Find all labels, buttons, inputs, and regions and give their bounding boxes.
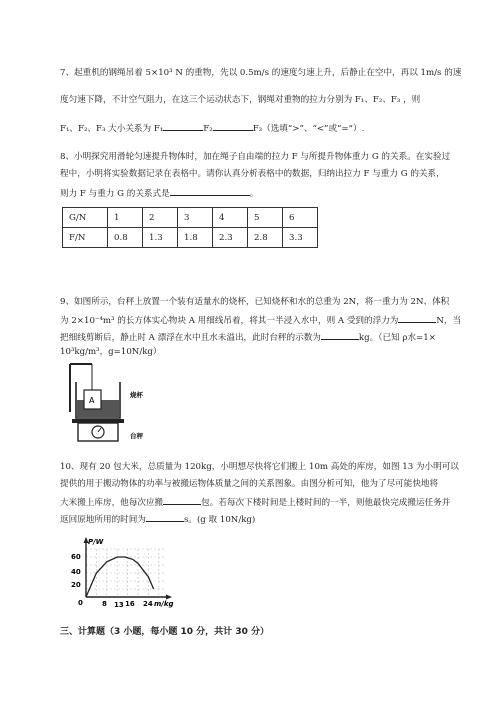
table-cell: 2.3 bbox=[213, 228, 248, 248]
table-cell: 0.8 bbox=[108, 228, 143, 248]
q7-f2-label: F₂ bbox=[203, 124, 213, 134]
table-cell: 2 bbox=[143, 208, 178, 228]
table-cell: 1.3 bbox=[143, 228, 178, 248]
q9-line4: 10³kg/m³，g=10N/kg） bbox=[60, 347, 162, 357]
q8-line3 bbox=[60, 186, 258, 200]
table-cell: 1.8 bbox=[178, 228, 213, 248]
q7-f3-label: F₃（选填“>”、“<”或“=”）. bbox=[252, 124, 365, 134]
table-cell: 1 bbox=[108, 208, 143, 228]
table-cell: 5 bbox=[248, 208, 283, 228]
q10-line4 bbox=[60, 512, 255, 526]
q8-data-table bbox=[62, 207, 318, 248]
x-axis-label: m/kg bbox=[154, 600, 174, 608]
q8-relation-label: 则力 F 与重力 G 的关系式是 bbox=[60, 189, 170, 199]
y-tick-label: 20 bbox=[71, 581, 81, 589]
x-tick-label: 24 bbox=[143, 600, 153, 608]
q9-line3 bbox=[60, 330, 436, 344]
q9-blank-2[interactable] bbox=[321, 330, 359, 340]
table-cell: 2.8 bbox=[248, 228, 283, 248]
y-axis-label: P/W bbox=[88, 538, 104, 546]
table-cell: 3 bbox=[178, 208, 213, 228]
x-tick-label: 16 bbox=[125, 600, 135, 608]
label-beaker: 烧杯 bbox=[130, 391, 143, 399]
label-scale: 台秤 bbox=[130, 432, 143, 440]
q9-line3-text: 把细线剪断后，静止时 A 漂浮在水中且水未溢出，此时台秤的示数为 bbox=[60, 333, 321, 343]
q10-line3-mid: 包。若每次下楼时间是上楼时间的一半，则他最快完成搬运任务并 bbox=[201, 498, 451, 508]
q10-line4-end: s。(g 取 10N/kg) bbox=[183, 515, 256, 525]
section3-heading: 三、计算题（3 小题，每小题 10 分，共计 30 分） bbox=[60, 627, 269, 637]
q10-line3-text: 大米搬上库房，他每次应搬 bbox=[60, 498, 164, 508]
q9-figure bbox=[60, 360, 180, 445]
q7-blank-2[interactable] bbox=[213, 121, 253, 131]
y-tick-label: 60 bbox=[71, 553, 81, 561]
block-a-label: A bbox=[89, 396, 95, 405]
table-cell: 3.3 bbox=[283, 228, 318, 248]
q7-line2: 度匀速下降，不计空气阻力，在这三个运动状态下，钢绳对重物的拉力分别为 F₁、F₂、F₃ ，则 bbox=[60, 95, 421, 105]
q7-relation-label: F₁、F₂、F₃ 大小关系为 F₁ bbox=[60, 124, 164, 134]
q9-line2 bbox=[60, 313, 461, 327]
q8-line3-end: 。 bbox=[249, 189, 259, 199]
table-row bbox=[63, 208, 318, 228]
y-tick-label: 40 bbox=[71, 568, 81, 576]
origin-label: 0 bbox=[78, 599, 83, 607]
x-axis-arrow bbox=[166, 595, 172, 600]
table-header-g: G/N bbox=[63, 208, 108, 228]
table-header-f: F/N bbox=[63, 228, 108, 248]
q7-blank-1[interactable] bbox=[163, 121, 203, 131]
q10-line4-text: 返回原地所用的时间为 bbox=[60, 515, 146, 525]
q10-line1: 10、现有 20 包大米，总质量为 120kg，小明想尽快将它们搬上 10m 高处的库房，如图 13 为小明可以 bbox=[60, 462, 459, 472]
q8-line2: 程中，小明将实验数据记录在表格中。请你认真分析表格中的数据，归纳出拉力 F 与重力 G 的关系， bbox=[60, 169, 445, 179]
q8-blank[interactable] bbox=[170, 186, 250, 196]
q9-blank-1[interactable] bbox=[398, 313, 436, 323]
q10-line3 bbox=[60, 495, 450, 509]
q9-line1: 9、如图所示，台秤上放置一个装有适量水的烧杯，已知烧杯和水的总重为 2N，将一重力为 2N、体积 bbox=[60, 297, 450, 307]
table-cell: 4 bbox=[213, 208, 248, 228]
table-cell: 6 bbox=[283, 208, 318, 228]
x-tick-label: 8 bbox=[102, 600, 107, 608]
figure-number: 13 bbox=[114, 601, 124, 609]
q7-line1: 7、起重机的钢绳吊着 5×10³ N 的重物，先以 0.5m/s 的速度匀速上升，后静止在空中，再以 1m/s 的速 bbox=[60, 68, 462, 78]
q9-line3-end: kg。（已知 ρ水=1× bbox=[358, 333, 436, 343]
q9-line2-end: N，当 bbox=[436, 316, 462, 326]
q8-line1: 8、小明探究用滑轮匀速提升物体时，加在绳子自由端的拉力 F 与所提升物体重力 G 的关系。在实验过 bbox=[60, 152, 451, 162]
q9-line2-text: 为 2×10⁻⁴m³ 的长方体实心物块 A 用细线吊着，将其一半浸入水中，则 A 受到的浮力为 bbox=[60, 316, 399, 326]
q10-line2: 提供的用于搬动物体的功率与被搬运物体质量之间的关系图象。由图分析可知，他为了尽可能快地将 bbox=[60, 479, 439, 489]
q10-power-mass-chart bbox=[58, 535, 188, 613]
q7-line3 bbox=[60, 121, 364, 135]
q10-blank-1[interactable] bbox=[163, 495, 201, 505]
q10-blank-2[interactable] bbox=[146, 512, 184, 522]
table-row bbox=[63, 228, 318, 248]
